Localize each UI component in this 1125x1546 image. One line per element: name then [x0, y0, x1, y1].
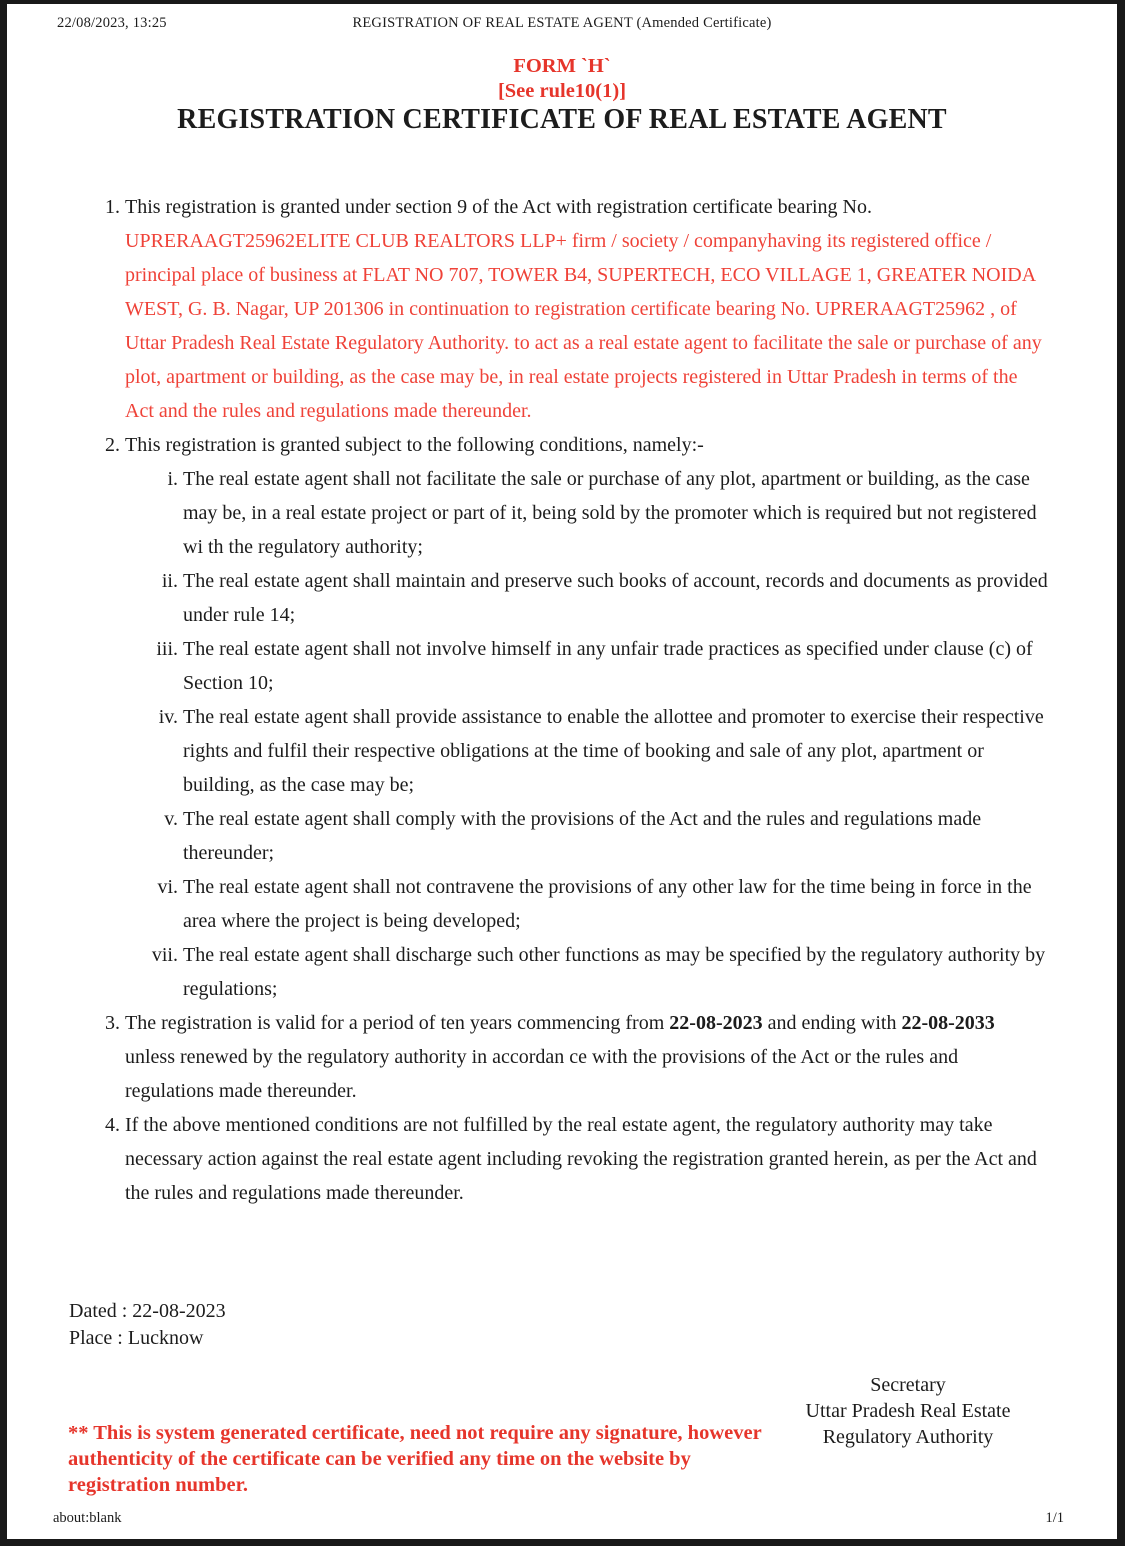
sub-list-item: [125, 564, 1049, 632]
dated-block: [69, 1298, 226, 1352]
item-number: 4.: [105, 1114, 120, 1136]
sub-list-item: [125, 632, 1049, 700]
rule-reference-line: [See rule10(1)]: [497, 80, 627, 102]
sub-item-text: [183, 938, 1049, 1006]
text-segment: The real estate agent shall maintain and preserve such books of account, records and documents as provided under rule 14;: [183, 570, 1048, 626]
item-number: 1.: [105, 196, 120, 218]
form-number-line: FORM `H`: [513, 55, 611, 77]
item-text: [125, 1108, 1049, 1210]
text-segment: The real estate agent shall not contravene the provisions of any other law for the time being in force in the area where the project is being developed;: [183, 876, 1032, 932]
sub-item-text: [183, 462, 1049, 564]
certificate-heading: REGISTRATION CERTIFICATE OF REAL ESTATE AGENT: [177, 104, 947, 135]
sub-list-item: [125, 938, 1049, 1006]
item-number: 2.: [105, 434, 120, 456]
text-segment: and ending with: [762, 1012, 902, 1034]
sub-item-number: vii.: [151, 944, 178, 966]
signature-authority-line1: Uttar Pradesh Real Estate: [805, 1400, 1011, 1422]
signature-role: Secretary: [870, 1374, 946, 1396]
conditions-list: [105, 190, 1049, 1210]
sub-item-text: [183, 802, 1049, 870]
footer-page-number: 1/1: [1045, 1510, 1064, 1526]
sub-item-number: iii.: [156, 638, 178, 660]
print-header-doc-title: REGISTRATION OF REAL ESTATE AGENT (Amended Certificate): [352, 15, 772, 31]
sub-item-number: vi.: [157, 876, 178, 898]
text-segment: The real estate agent shall not facilitate the sale or purchase of any plot, apartment or building, as the case may be, in a real estate project or part of it, being sold by the promoter which is required but not registered wi th the regulatory authority;: [183, 468, 1037, 558]
signature-block: [786, 1372, 1030, 1450]
title-block: [7, 54, 1117, 135]
signature-authority-line2: Regulatory Authority: [822, 1426, 994, 1448]
sub-list-item: [125, 462, 1049, 564]
item-text: [125, 1006, 1049, 1108]
sub-item-number: i.: [167, 468, 178, 490]
text-segment: This registration is granted under section 9 of the Act with registration certificate bearing No.: [125, 196, 872, 218]
text-segment: The real estate agent shall provide assistance to enable the allottee and promoter to exercise their respective rights and fulfil their respective obligations at the time of booking and sale of any plot, apartment or building, as the case may be;: [183, 706, 1044, 796]
text-segment: This registration is granted subject to the following conditions, namely:-: [125, 434, 704, 456]
text-segment: The registration is valid for a period of ten years commencing from: [125, 1012, 670, 1034]
text-segment: If the above mentioned conditions are not fulfilled by the real estate agent, the regulatory authority may take necessary action against the real estate agent including revoking the registration granted herein, as per the Act and the rules and regulations made thereunder.: [125, 1114, 1037, 1204]
text-segment: The real estate agent shall discharge such other functions as may be specified by the regulatory authority by regulations;: [183, 944, 1046, 1000]
sub-list-item: [125, 700, 1049, 802]
text-segment: UPRERAAGT25962ELITE CLUB REALTORS LLP+ firm / society / companyhaving its registered office / principal place of business at FLAT NO 707, TOWER B4, SUPERTECH, ECO VILLAGE 1, GREATER NOIDA WEST, G. B. Nagar, UP 201306 in continuation to registration certificate bearing No. UPRERAAGT25962 , of Uttar Pradesh Real Estate Regulatory Authority. to act as a real estate agent to facilitate the sale or purchase of any plot, apartment or building, as the case may be, in real estate projects registered in Uttar Pradesh in terms of the Act and the rules and regulations made thereunder.: [125, 230, 1042, 422]
list-item: [105, 190, 1049, 428]
text-segment: unless renewed by the regulatory authority in accordan ce with the provisions of the Act or the rules and regulations made thereunder.: [125, 1046, 959, 1102]
item-text: [125, 190, 1049, 428]
print-footer: [53, 1510, 1064, 1527]
certificate-page: [7, 4, 1117, 1539]
place-line: Place : Lucknow: [69, 1327, 204, 1349]
item-number: 3.: [105, 1012, 120, 1034]
sub-list-item: [125, 870, 1049, 938]
text-segment: The real estate agent shall not involve himself in any unfair trade practices as specified under clause (c) of Section 10;: [183, 638, 1033, 694]
sub-item-text: [183, 700, 1049, 802]
sub-item-number: iv.: [158, 706, 178, 728]
list-item: [105, 1108, 1049, 1210]
system-generated-disclaimer: ** This is system generated certificate, need not require any signature, however authenticity of the certificate can be verified any time on the website by registration number.: [68, 1422, 762, 1496]
sub-item-text: [183, 870, 1049, 938]
sub-list-item: [125, 802, 1049, 870]
text-segment: 22-08-2023: [669, 1012, 763, 1034]
footer-source-url: about:blank: [53, 1510, 122, 1526]
print-header-datetime: 22/08/2023, 13:25: [57, 15, 167, 31]
sub-item-number: ii.: [161, 570, 178, 592]
sub-item-text: [183, 564, 1049, 632]
text-segment: 22-08-2033: [901, 1012, 995, 1034]
list-item: [105, 428, 1049, 1006]
sub-item-text: [183, 632, 1049, 700]
list-item: [105, 1006, 1049, 1108]
sub-item-number: v.: [164, 808, 178, 830]
item-text: [125, 428, 1049, 1006]
dated-line: Dated : 22-08-2023: [69, 1300, 226, 1322]
text-segment: The real estate agent shall comply with the provisions of the Act and the rules and regulations made thereunder;: [183, 808, 982, 864]
